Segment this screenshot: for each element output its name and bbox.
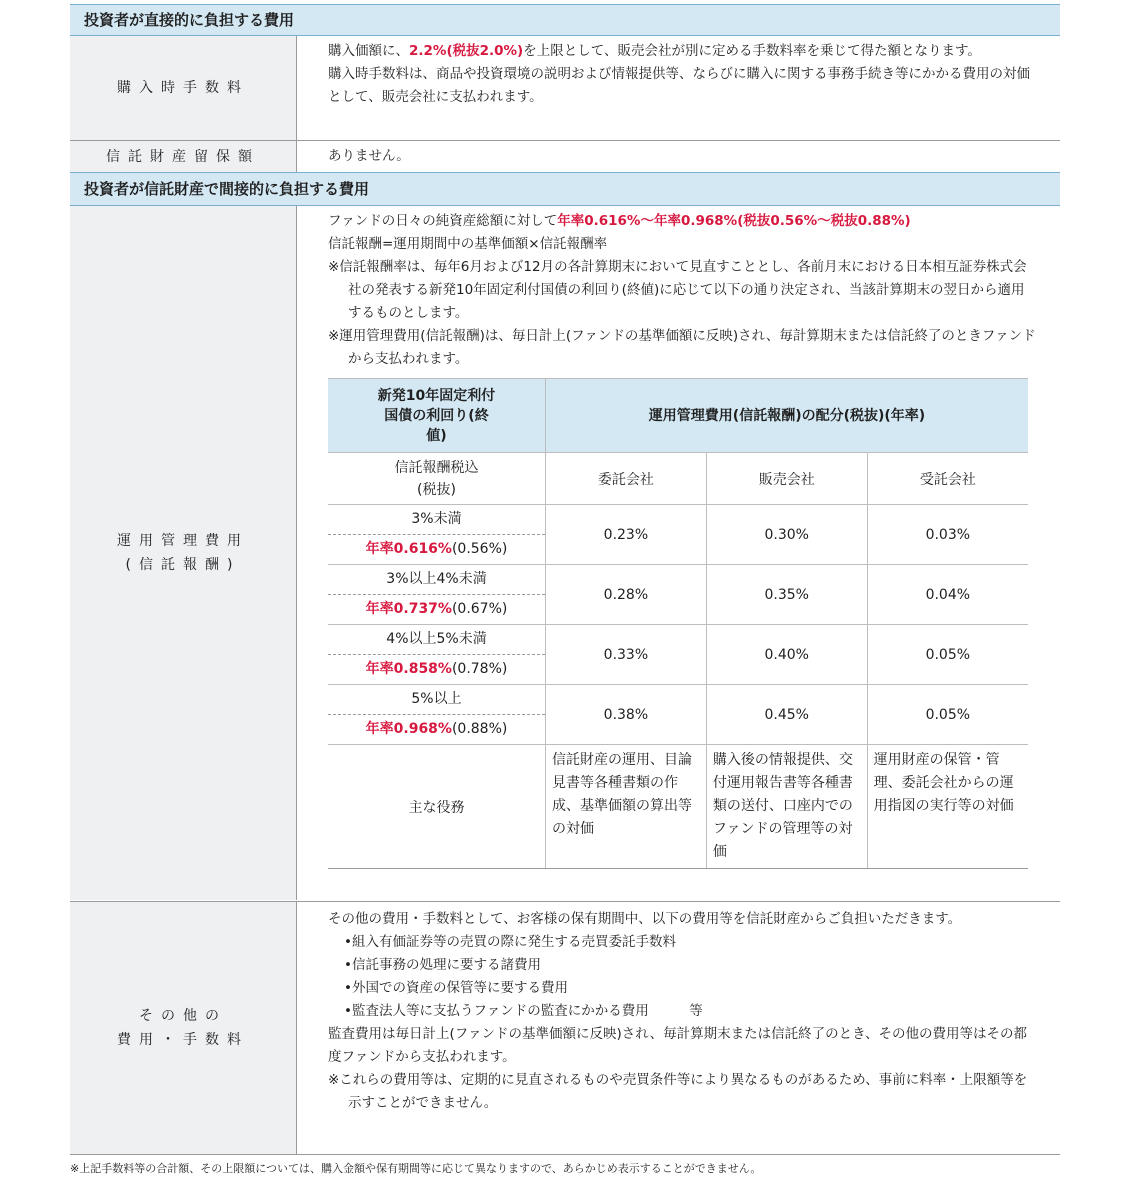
trust-fee-formula: 信託報酬=運用期間中の基準価額×信託報酬率 <box>328 236 608 252</box>
footnote: ※上記手数料等の合計額、その上限額については、購入金額や保有期間等に応じて異なりますので、あらかじめ表示することができません。 <box>70 1162 762 1175</box>
col-head-trustee: 受託会社 <box>867 453 1028 505</box>
table-head-yield: 新発10年固定利付国債の利回り(終値) <box>328 379 546 453</box>
other-fees-intro: その他の費用・手数料として、お客様の保有期間中、以下の費用等を信託財産からご負担いただきます。 <box>328 911 962 927</box>
role-trustor: 信託財産の運用、目論見書等各種書類の作成、基準価額の算出等の対価 <box>546 745 707 869</box>
role-label: 主な役務 <box>328 745 546 869</box>
yield-band: 3%未満 <box>328 505 546 535</box>
trust-fee-note-1: ※信託報酬率は、毎年6月および12月の各計算期末において見直すこととし、各前月末における日本相互証券株式会社の発表する新発10年固定利付国債の利回り(終値)に応じて以下の通り決定され、当該計算期末の翌日から適用するものとします。 <box>328 259 1027 321</box>
table-row-value: 0.05% <box>867 685 1028 745</box>
row-label-purchase-fee: 購入時手数料 <box>70 36 296 140</box>
fee-rate: 年率0.858%(0.78%) <box>328 655 546 685</box>
fee-rate: 年率0.737%(0.67%) <box>328 595 546 625</box>
fee-rate: 年率0.968%(0.88%) <box>328 715 546 745</box>
table-subhead-fee: 信託報酬税込(税抜) <box>328 453 546 505</box>
table-row-value: 0.35% <box>706 565 867 625</box>
purchase-fee-text: 購入価額に、2.2%(税抜2.0%)を上限として、販売会社が別に定める手数料率を乗じて得た額となります。 <box>328 43 981 59</box>
table-head-allocation: 運用管理費用(信託報酬)の配分(税抜)(年率) <box>546 379 1029 453</box>
row-label-other-fees: その他の 費用・手数料 <box>70 902 296 1154</box>
row-label-retention: 信託財産留保額 <box>70 141 296 172</box>
table-row-value: 0.38% <box>546 685 707 745</box>
table-row-value: 0.45% <box>706 685 867 745</box>
table-row-value: 0.04% <box>867 565 1028 625</box>
table-row-value: 0.33% <box>546 625 707 685</box>
trust-fee-allocation-table <box>328 378 1028 869</box>
col-head-trustor: 委託会社 <box>546 453 707 505</box>
yield-band: 3%以上4%未満 <box>328 565 546 595</box>
list-item: •組入有価証券等の売買の際に発生する売買委託手数料 <box>344 934 676 950</box>
yield-band: 5%以上 <box>328 685 546 715</box>
role-trustee: 運用財産の保管・管理、委託会社からの運用指図の実行等の対価 <box>867 745 1028 869</box>
section-title: 投資者が直接的に負担する費用 <box>84 11 295 29</box>
col-head-distributor: 販売会社 <box>706 453 867 505</box>
list-item: •信託事務の処理に要する諸費用 <box>344 957 541 973</box>
purchase-fee-content <box>296 36 1060 140</box>
other-fees-content <box>296 902 1060 1154</box>
table-row-value: 0.40% <box>706 625 867 685</box>
row-label-trust-fee: 運用管理費用 (信託報酬) <box>70 206 296 900</box>
table-row-value: 0.23% <box>546 505 707 565</box>
yield-band: 4%以上5%未満 <box>328 625 546 655</box>
table-row-value: 0.30% <box>706 505 867 565</box>
table-row-value: 0.28% <box>546 565 707 625</box>
purchase-fee-description: 購入時手数料は、商品や投資環境の説明および情報提供等、ならびに購入に関する事務手続き等にかかる費用の対価として、販売会社に支払われます。 <box>328 66 1030 105</box>
section-header-direct <box>70 4 1060 36</box>
section-title: 投資者が信託財産で間接的に負担する費用 <box>84 180 370 198</box>
trust-fee-rate-line: ファンドの日々の純資産総額に対して年率0.616%～年率0.968%(税抜0.56%～税抜0.88%) <box>328 213 911 229</box>
trust-fee-rate-range: 年率0.616%～年率0.968%(税抜0.56%～税抜0.88%) <box>557 213 911 229</box>
table-row-value: 0.03% <box>867 505 1028 565</box>
section-header-indirect <box>70 172 1060 206</box>
other-fees-caveat: ※これらの費用等は、定期的に見直されるものや売買条件等により異なるものがあるため、事前に料率・上限額等を示すことができません。 <box>328 1072 1028 1111</box>
audit-fee-note: 監査費用は毎日計上(ファンドの基準価額に反映)され、毎計算期末または信託終了のとき、その他の費用等はその都度ファンドから支払われます。 <box>328 1026 1028 1065</box>
retention-content: ありません。 <box>296 141 1060 172</box>
fee-rate: 年率0.616%(0.56%) <box>328 535 546 565</box>
role-distributor: 購入後の情報提供、交付運用報告書等各種書類の送付、口座内でのファンドの管理等の対価 <box>706 745 867 869</box>
list-item: •監査法人等に支払うファンドの監査にかかる費用 等 <box>344 1003 703 1019</box>
list-item: •外国での資産の保管等に要する費用 <box>344 980 568 996</box>
table-row-value: 0.05% <box>867 625 1028 685</box>
trust-fee-note-2: ※運用管理費用(信託報酬)は、毎日計上(ファンドの基準価額に反映)され、毎計算期末または信託終了のときファンドから支払われます。 <box>328 328 1036 367</box>
purchase-fee-max-rate: 2.2%(税抜2.0%) <box>409 43 524 59</box>
